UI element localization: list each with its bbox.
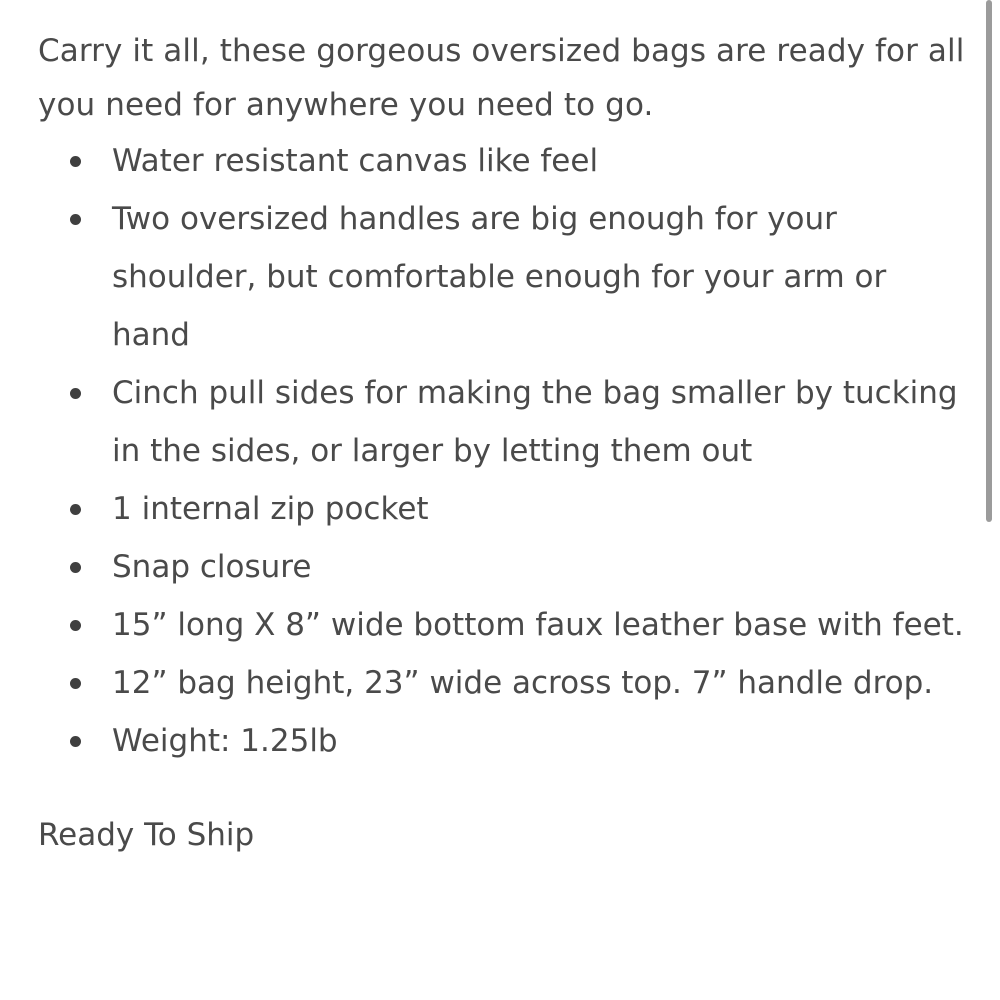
list-item	[38, 190, 968, 364]
list-item-text: 1 internal zip pocket	[112, 491, 429, 527]
list-item-text: Snap closure	[112, 549, 312, 585]
bullet-icon	[70, 214, 81, 225]
scrollbar-thumb[interactable]	[986, 0, 992, 522]
list-item	[38, 132, 968, 190]
list-item	[38, 364, 968, 480]
description-intro: Carry it all, these gorgeous oversized bags are ready for all you need for anywhere you need to go.	[38, 33, 965, 123]
list-item-text: 15” long X 8” wide bottom faux leather base with feet.	[112, 607, 964, 643]
bullet-icon	[70, 388, 81, 399]
bullet-icon	[70, 620, 81, 631]
bullet-icon	[70, 678, 81, 689]
list-item	[38, 538, 968, 596]
list-item-text: Cinch pull sides for making the bag smaller by tucking in the sides, or larger by letting them out	[112, 375, 958, 469]
list-item-text: 12” bag height, 23” wide across top. 7” handle drop.	[112, 665, 934, 701]
bullet-icon	[70, 736, 81, 747]
list-item-text: Water resistant canvas like feel	[112, 143, 599, 179]
list-item	[38, 480, 968, 538]
bullet-icon	[70, 562, 81, 573]
list-item-text: Two oversized handles are big enough for your shoulder, but comfortable enough for your arm or hand	[112, 201, 887, 353]
dimensions-list	[38, 596, 968, 770]
list-item	[38, 712, 968, 770]
list-item	[38, 596, 968, 654]
list-item-text: Weight: 1.25lb	[112, 723, 338, 759]
bullet-icon	[70, 156, 81, 167]
list-item	[38, 654, 968, 712]
bullet-icon	[70, 504, 81, 515]
shipping-status: Ready To Ship	[38, 817, 255, 853]
feature-list	[38, 132, 968, 596]
product-description	[38, 24, 968, 862]
